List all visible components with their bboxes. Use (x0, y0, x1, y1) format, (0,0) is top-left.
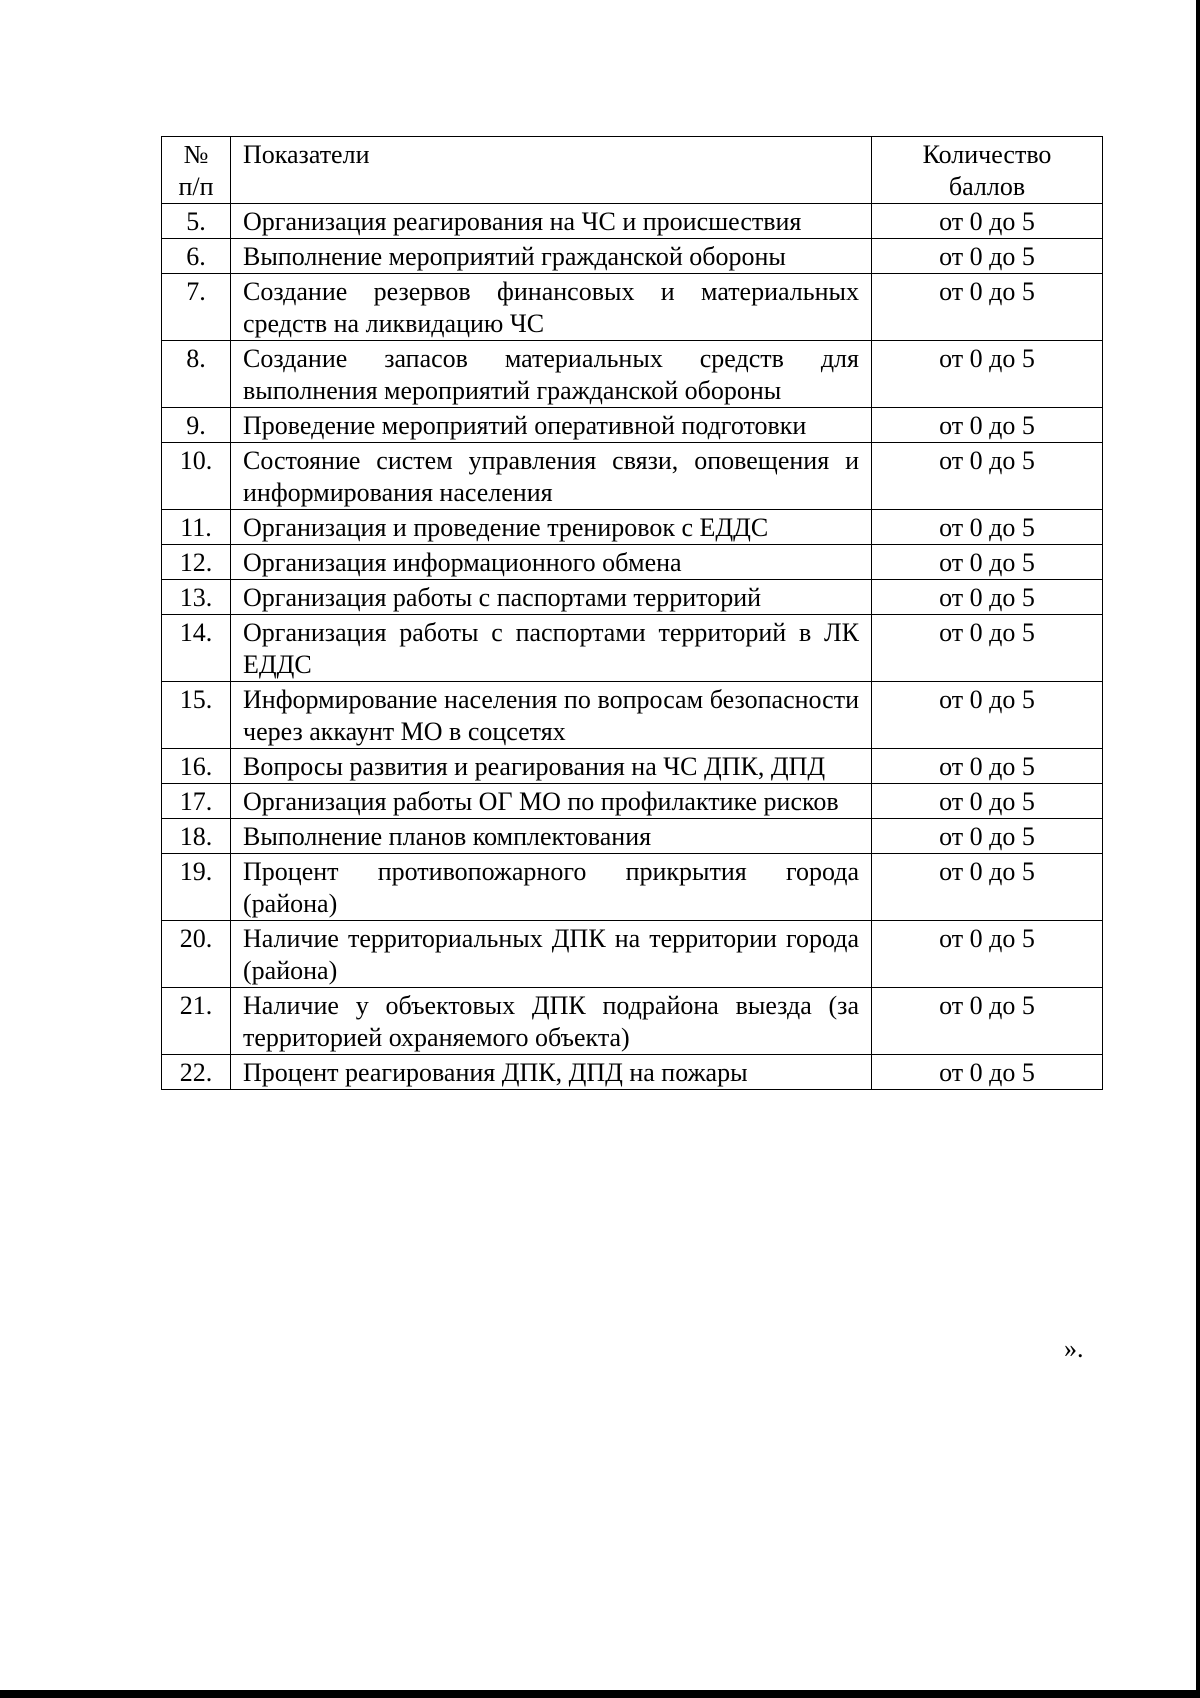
row-score: от 0 до 5 (872, 1055, 1103, 1090)
table-body (162, 204, 1103, 1090)
table-row (162, 682, 1103, 749)
table-row (162, 239, 1103, 274)
row-indicator: Организация реагирования на ЧС и происшествия (231, 204, 872, 239)
table-row (162, 921, 1103, 988)
row-number: 14. (162, 615, 231, 682)
table-row (162, 443, 1103, 510)
row-indicator: Организация работы с паспортами территорий в ЛК ЕДДС (231, 615, 872, 682)
row-number: 19. (162, 854, 231, 921)
row-score: от 0 до 5 (872, 988, 1103, 1055)
row-score: от 0 до 5 (872, 749, 1103, 784)
row-score: от 0 до 5 (872, 341, 1103, 408)
row-number: 13. (162, 580, 231, 615)
row-score: от 0 до 5 (872, 510, 1103, 545)
row-indicator: Проведение мероприятий оперативной подготовки (231, 408, 872, 443)
row-number: 15. (162, 682, 231, 749)
row-indicator: Организация работы с паспортами территорий (231, 580, 872, 615)
table-row (162, 580, 1103, 615)
row-indicator: Создание резервов финансовых и материальных средств на ликвидацию ЧС (231, 274, 872, 341)
row-score: от 0 до 5 (872, 921, 1103, 988)
row-score: от 0 до 5 (872, 274, 1103, 341)
table-row (162, 341, 1103, 408)
row-indicator: Вопросы развития и реагирования на ЧС ДПК, ДПД (231, 749, 872, 784)
header-number-symbol: № (183, 140, 209, 169)
row-score: от 0 до 5 (872, 443, 1103, 510)
row-indicator: Организация информационного обмена (231, 545, 872, 580)
row-number: 17. (162, 784, 231, 819)
row-number: 22. (162, 1055, 231, 1090)
row-score: от 0 до 5 (872, 239, 1103, 274)
row-indicator: Состояние систем управления связи, оповещения и информирования населения (231, 443, 872, 510)
row-score: от 0 до 5 (872, 784, 1103, 819)
row-number: 9. (162, 408, 231, 443)
table-row (162, 819, 1103, 854)
row-number: 12. (162, 545, 231, 580)
row-indicator: Наличие у объектовых ДПК подрайона выезда (за территорией охраняемого объекта) (231, 988, 872, 1055)
closing-quote: ». (1064, 1334, 1084, 1363)
table-row (162, 1055, 1103, 1090)
row-indicator: Процент противопожарного прикрытия города (района) (231, 854, 872, 921)
table-row (162, 784, 1103, 819)
row-score: от 0 до 5 (872, 408, 1103, 443)
header-number-abbrev: п/п (178, 172, 214, 201)
row-indicator: Выполнение планов комплектования (231, 819, 872, 854)
table-row (162, 988, 1103, 1055)
row-indicator: Организация работы ОГ МО по профилактике рисков (231, 784, 872, 819)
row-indicator: Процент реагирования ДПК, ДПД на пожары (231, 1055, 872, 1090)
row-score: от 0 до 5 (872, 682, 1103, 749)
header-indicators: Показатели (231, 137, 872, 204)
row-score: от 0 до 5 (872, 819, 1103, 854)
table-row (162, 408, 1103, 443)
row-number: 16. (162, 749, 231, 784)
row-score: от 0 до 5 (872, 204, 1103, 239)
table-row (162, 274, 1103, 341)
row-score: от 0 до 5 (872, 545, 1103, 580)
table-row (162, 749, 1103, 784)
indicators-table (161, 136, 1103, 1090)
table-row (162, 615, 1103, 682)
row-number: 6. (162, 239, 231, 274)
row-number: 5. (162, 204, 231, 239)
table-row (162, 545, 1103, 580)
row-indicator: Организация и проведение тренировок с ЕДДС (231, 510, 872, 545)
row-number: 11. (162, 510, 231, 545)
row-number: 20. (162, 921, 231, 988)
row-number: 7. (162, 274, 231, 341)
row-score: от 0 до 5 (872, 580, 1103, 615)
row-indicator: Выполнение мероприятий гражданской обороны (231, 239, 872, 274)
row-score: от 0 до 5 (872, 854, 1103, 921)
row-score: от 0 до 5 (872, 615, 1103, 682)
row-indicator: Создание запасов материальных средств для выполнения мероприятий гражданской обороны (231, 341, 872, 408)
row-indicator: Информирование населения по вопросам безопасности через аккаунт МО в соцсетях (231, 682, 872, 749)
row-number: 8. (162, 341, 231, 408)
row-number: 10. (162, 443, 231, 510)
row-indicator: Наличие территориальных ДПК на территории города (района) (231, 921, 872, 988)
row-number: 21. (162, 988, 231, 1055)
row-number: 18. (162, 819, 231, 854)
header-number (162, 137, 231, 204)
table-header-row (162, 137, 1103, 204)
header-score: Количество баллов (872, 137, 1103, 204)
table-row (162, 854, 1103, 921)
table-row (162, 510, 1103, 545)
table-row (162, 204, 1103, 239)
